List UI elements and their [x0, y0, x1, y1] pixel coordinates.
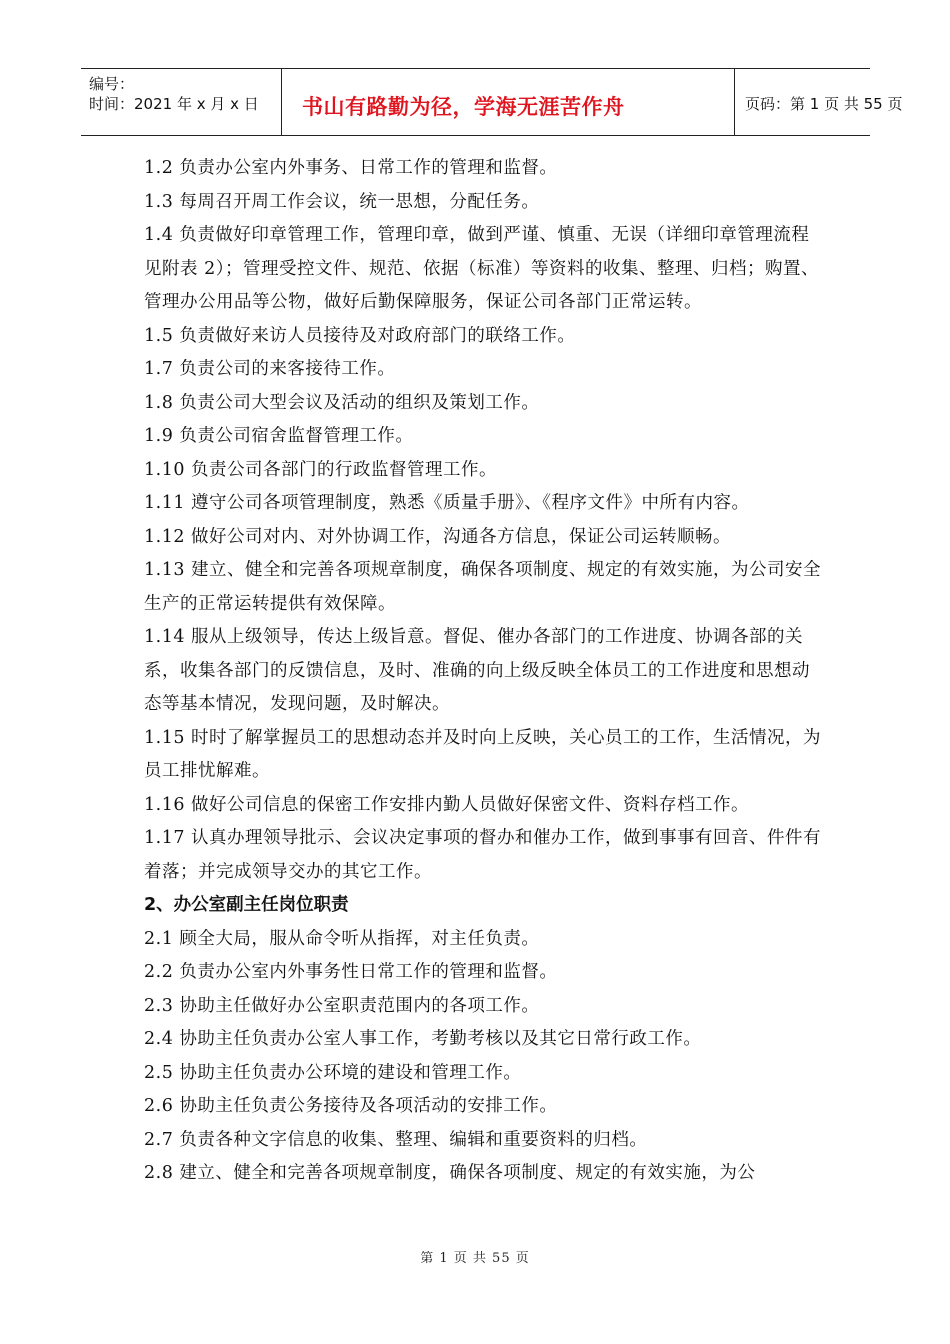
- paragraph: 1.7 负责公司的来客接待工作。: [144, 359, 396, 379]
- header-motto: 书山有路勤为径，学海无涯苦作舟: [302, 95, 625, 119]
- page-footer: 第 1 页 共 55 页: [420, 1251, 530, 1266]
- paragraph: 1.8 负责公司大型会议及活动的组织及策划工作。: [144, 392, 540, 413]
- header-page-cell: [735, 69, 903, 135]
- paragraph: 1.17 认真办理领导批示、会议决定事项的督办和催办工作，做到事事有回音、件件有着落；并完成领导交办的其它工作。: [144, 828, 822, 882]
- header-motto-cell: [281, 69, 735, 135]
- document-number-label: 编号：: [89, 75, 135, 93]
- paragraph: 2.8 建立、健全和完善各项规章制度，确保各项制度、规定的有效实施，为公: [144, 1163, 756, 1183]
- header-page-info: 页码：第 1 页 共 55 页: [745, 95, 903, 113]
- paragraph: 2.5 协助主任负责办公环境的建设和管理工作。: [144, 1062, 522, 1083]
- paragraph: 2.7 负责各种文字信息的收集、整理、编辑和重要资料的归档。: [144, 1129, 648, 1150]
- paragraph: 2.4 协助主任负责办公室人事工作，考勤考核以及其它日常行政工作。: [144, 1029, 702, 1049]
- paragraph: 1.3 每周召开周工作会议，统一思想，分配任务。: [144, 191, 540, 212]
- paragraph: 1.13 建立、健全和完善各项规章制度，确保各项制度、规定的有效实施，为公司安全生产的正常运转提供有效保障。: [144, 560, 822, 614]
- document-date-label: 时间：2021 年 x 月 x 日: [89, 95, 259, 113]
- section-heading: 2、办公室副主任岗位职责: [144, 895, 349, 915]
- paragraph: 1.5 负责做好来访人员接待及对政府部门的联络工作。: [144, 325, 576, 346]
- document-body: [144, 152, 824, 1191]
- header-table: [81, 68, 903, 136]
- paragraph: 2.2 负责办公室内外事务性日常工作的管理和监督。: [144, 962, 558, 982]
- paragraph: 1.9 负责公司宿舍监督管理工作。: [144, 426, 414, 446]
- paragraph: 1.10 负责公司各部门的行政监督管理工作。: [144, 459, 498, 480]
- paragraph: 1.15 时时了解掌握员工的思想动态并及时向上反映，关心员工的工作，生活情况，为员工排忧解难。: [144, 727, 822, 781]
- paragraph: 1.11 遵守公司各项管理制度，熟悉《质量手册》、《程序文件》中所有内容。: [144, 493, 750, 513]
- paragraph: 1.2 负责办公室内外事务、日常工作的管理和监督。: [144, 158, 558, 178]
- paragraph: 2.1 顾全大局，服从命令听从指挥，对主任负责。: [144, 928, 540, 949]
- paragraph: 2.3 协助主任做好办公室职责范围内的各项工作。: [144, 995, 540, 1016]
- paragraph: 1.12 做好公司对内、对外协调工作，沟通各方信息，保证公司运转顺畅。: [144, 526, 732, 547]
- paragraph: 1.16 做好公司信息的保密工作安排内勤人员做好保密文件、资料存档工作。: [144, 794, 750, 815]
- header-info-cell: [81, 69, 281, 135]
- paragraph: 1.14 服从上级领导，传达上级旨意。督促、催办各部门的工作进度、协调各部的关系，收集各部门的反馈信息，及时、准确的向上级反映全体员工的工作进度和思想动态等基本情况，发现问题，及时解决。: [144, 627, 810, 714]
- paragraph: 1.4 负责做好印章管理工作，管理印章，做到严谨、慎重、无误（详细印章管理流程见附表 2）；管理受控文件、规范、依据（标准）等资料的收集、整理、归档；购置、管理办公用品等公物，做好后勤保障服务，保证公司各部门正常运转。: [144, 225, 819, 312]
- paragraph: 2.6 协助主任负责公务接待及各项活动的安排工作。: [144, 1096, 558, 1116]
